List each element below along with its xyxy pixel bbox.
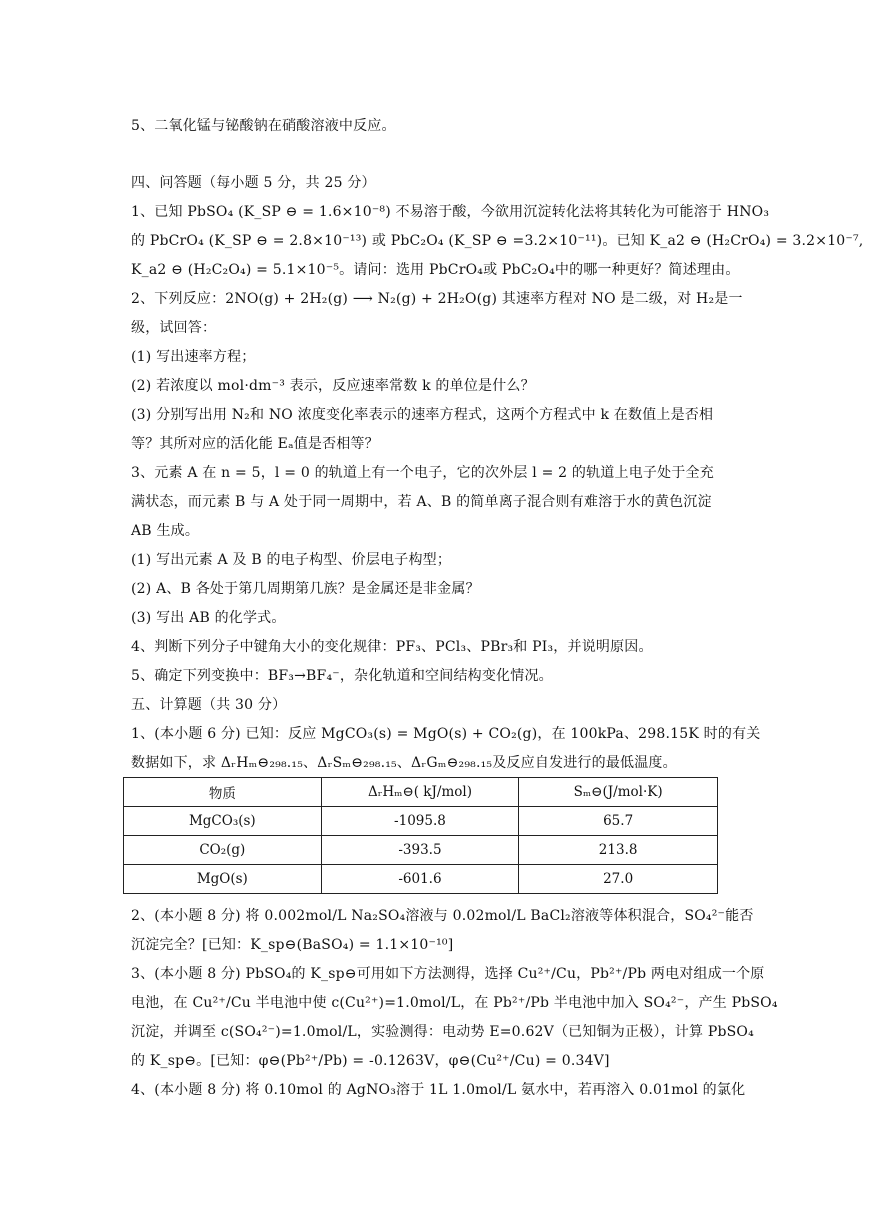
text-line: 2、(本小题 8 分) 将 0.002mol/L Na₂SO₄溶液与 0.02mol/L BaCl₂溶液等体积混合，SO₄²⁻能否 [131,908,754,924]
text-line: 2、下列反应：2NO(g) + 2H₂(g) ⟶ N₂(g) + 2H₂O(g) 其速率方程对 NO 是二级，对 H₂是一 [131,291,743,307]
table-header-cell: ΔᵣHₘ⊖( kJ/mol) [321,778,519,807]
table-cell: MgO(s) [124,865,322,894]
text-line: 五、计算题（共 30 分） [131,697,287,713]
thermo-data-table [123,777,718,894]
text-line: 四、问答题（每小题 5 分，共 25 分） [131,175,376,191]
text-line: (3) 写出 AB 的化学式。 [131,610,286,626]
text-line: 4、(本小题 8 分) 将 0.10mol 的 AgNO₃溶于 1L 1.0mol/L 氨水中，若再溶入 0.01mol 的氯化 [131,1082,746,1098]
text-line: 5、确定下列变换中：BF₃→BF₄⁻，杂化轨道和空间结构变化情况。 [131,668,553,684]
text-line: (3) 分别写出用 N₂和 NO 浓度变化率表示的速率方程式，这两个方程式中 k 在数值上是否相 [131,407,714,423]
table-row [124,865,718,894]
table-row [124,836,718,865]
text-line: 3、(本小题 8 分) PbSO₄的 K_sp⊖可用如下方法测得，选择 Cu²⁺/Cu，Pb²⁺/Pb 两电对组成一个原 [131,966,765,982]
text-line: 电池，在 Cu²⁺/Cu 半电池中使 c(Cu²⁺)=1.0mol/L，在 Pb²⁺/Pb 半电池中加入 SO₄²⁻，产生 PbSO₄ [131,995,778,1011]
text-line: 级，试回答： [131,320,217,336]
table-row [124,807,718,836]
table-cell: MgCO₃(s) [124,807,322,836]
text-line: 沉淀，并调至 c(SO₄²⁻)=1.0mol/L，实验测得：电动势 E=0.62V（已知铜为正极），计算 PbSO₄ [131,1024,754,1040]
table-header-row [124,778,718,807]
text-line: (2) 若浓度以 mol·dm⁻³ 表示，反应速率常数 k 的单位是什么？ [131,378,535,394]
text-line: K_a2 ⊖ (H₂C₂O₄) = 5.1×10⁻⁵。请问：选用 PbCrO₄或 PbC₂O₄中的哪一种更好？简述理由。 [131,262,740,278]
text-line: 3、元素 A 在 n = 5，l = 0 的轨道上有一个电子，它的次外层 l = 2 的轨道上电子处于全充 [131,465,714,481]
text-line: 等？其所对应的活化能 Eₐ值是否相等？ [131,436,379,452]
text-line: 1、(本小题 6 分) 已知：反应 MgCO₃(s) = MgO(s) + CO₂(g)，在 100kPa、298.15K 时的有关 [131,726,761,742]
text-line: 5、二氧化锰与铋酸钠在硝酸溶液中反应。 [131,118,396,134]
table-header-cell: 物质 [124,778,322,807]
text-line: (1) 写出元素 A 及 B 的电子构型、价层电子构型； [131,552,452,568]
text-line: 1、已知 PbSO₄ (K_SP ⊖ = 1.6×10⁻⁸) 不易溶于酸，今欲用沉淀转化法将其转化为可能溶于 HNO₃ [131,204,770,220]
table-cell: 65.7 [519,807,718,836]
text-line: (2) A、B 各处于第几周期第几族？是金属还是非金属？ [131,581,480,597]
text-line: 的 K_sp⊖。[已知：φ⊖(Pb²⁺/Pb) = -0.1263V，φ⊖(Cu²⁺/Cu) = 0.34V] [131,1053,610,1069]
table-cell: 213.8 [519,836,718,865]
text-line: (1) 写出速率方程； [131,349,256,365]
table-cell: -393.5 [321,836,519,865]
text-line: 沉淀完全？[已知：K_sp⊖(BaSO₄) = 1.1×10⁻¹⁰] [131,937,454,953]
table-header-cell: Sₘ⊖(J/mol·K) [519,778,718,807]
text-line: 的 PbCrO₄ (K_SP ⊖ = 2.8×10⁻¹³) 或 PbC₂O₄ (K_SP ⊖ =3.2×10⁻¹¹)。已知 K_a2 ⊖ (H₂CrO₄) = 3.2×10⁻⁷, [131,233,864,249]
table-cell: -601.6 [321,865,519,894]
table-cell: -1095.8 [321,807,519,836]
table-cell: 27.0 [519,865,718,894]
text-line: AB 生成。 [131,523,200,539]
text-line: 满状态，而元素 B 与 A 处于同一周期中，若 A、B 的简单离子混合则有难溶于水的黄色沉淀 [131,494,712,510]
text-line: 4、判断下列分子中键角大小的变化规律：PF₃、PCl₃、PBr₃和 PI₃，并说明原因。 [131,639,653,655]
text-line: 数据如下，求 ΔᵣHₘ⊖₂₉₈.₁₅、ΔᵣSₘ⊖₂₉₈.₁₅、ΔᵣGₘ⊖₂₉₈.₁₅及反应自发进行的最低温度。 [131,755,677,771]
table-cell: CO₂(g) [124,836,322,865]
